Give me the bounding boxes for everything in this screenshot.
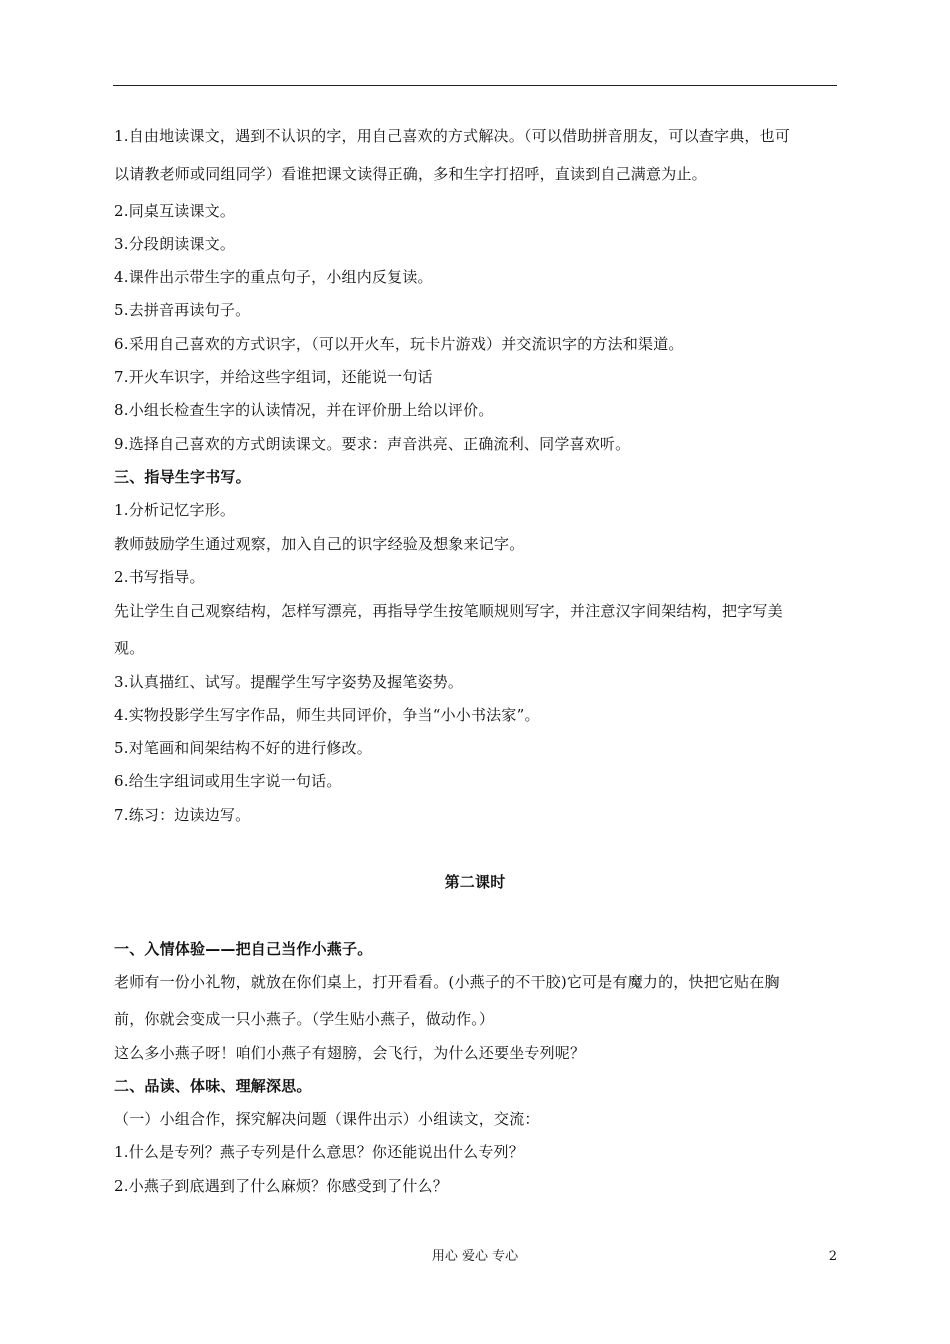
text-line: 1.自由地读课文，遇到不认识的字，用自己喜欢的方式解决。（可以借助拼音朋友，可以查字典，也可: [114, 127, 791, 145]
text-line: 4.实物投影学生写字作品，师生共同评价，争当“小小书法家”。: [114, 706, 540, 724]
text-line: 5.对笔画和间架结构不好的进行修改。: [114, 739, 372, 757]
text-line: 5.去拼音再读句子。: [114, 301, 251, 319]
text-line: （一）小组合作，探究解决问题（课件出示）小组读文，交流：: [114, 1110, 540, 1128]
text-line: 观。: [114, 639, 145, 657]
page-footer: 用心 爱心 专心: [431, 1249, 519, 1264]
text-line: 2.书写指导。: [114, 568, 205, 586]
text-line: 先让学生自己观察结构，怎样写漂亮，再指导学生按笔顺规则写字，并注意汉字间架结构，把字写美: [114, 602, 783, 620]
text-line: 1.什么是专列？燕子专列是什么意思？你还能说出什么专列？: [114, 1143, 524, 1161]
text-line: 9.选择自己喜欢的方式朗读课文。要求：声音洪亮、正确流利、同学喜欢听。: [114, 435, 631, 453]
text-line: 前，你就会变成一只小燕子。（学生贴小燕子，做动作。）: [114, 1010, 495, 1028]
text-line: 6.采用自己喜欢的方式识字，（可以开火车，玩卡片游戏）并交流识字的方法和渠道。: [114, 335, 684, 353]
text-line: 2.同桌互读课文。: [114, 202, 236, 220]
text-line: 3.认真描红、试写。提醒学生写字姿势及握笔姿势。: [114, 673, 464, 691]
text-line: 教师鼓励学生通过观察，加入自己的识字经验及想象来记字。: [114, 535, 525, 553]
text-line: 1.分析记忆字形。: [114, 501, 236, 519]
section-heading: 二、品读、体味、理解深思。: [114, 1077, 312, 1095]
lesson-title: 第二课时: [444, 873, 506, 891]
text-line: 以请教老师或同组同学）看谁把课文读得正确，多和生字打招呼，直读到自己满意为止。: [114, 165, 707, 183]
text-line: 7.练习：边读边写。: [114, 806, 251, 824]
text-line: 3.分段朗读课文。: [114, 235, 236, 253]
text-line: 这么多小燕子呀！咱们小燕子有翅膀，会飞行，为什么还要坐专列呢？: [114, 1044, 586, 1062]
text-line: 2.小燕子到底遇到了什么麻烦？你感受到了什么？: [114, 1177, 448, 1195]
page-number: 2: [828, 1249, 837, 1264]
section-heading: 三、指导生字书写。: [114, 468, 251, 486]
text-line: 老师有一份小礼物，就放在你们桌上，打开看看。(小燕子的不干胶)它可是有魔力的，快把它贴在胸: [114, 973, 780, 991]
header-rule: [113, 85, 837, 86]
text-line: 4.课件出示带生字的重点句子，小组内反复读。: [114, 268, 433, 286]
text-line: 6.给生字组词或用生字说一句话。: [114, 772, 342, 790]
text-line: 7.开火车识字，并给这些字组词，还能说一句话: [114, 368, 433, 386]
text-line: 8.小组长检查生字的认读情况，并在评价册上给以评价。: [114, 401, 494, 419]
section-heading: 一、入情体验——把自己当作小燕子。: [114, 940, 373, 958]
